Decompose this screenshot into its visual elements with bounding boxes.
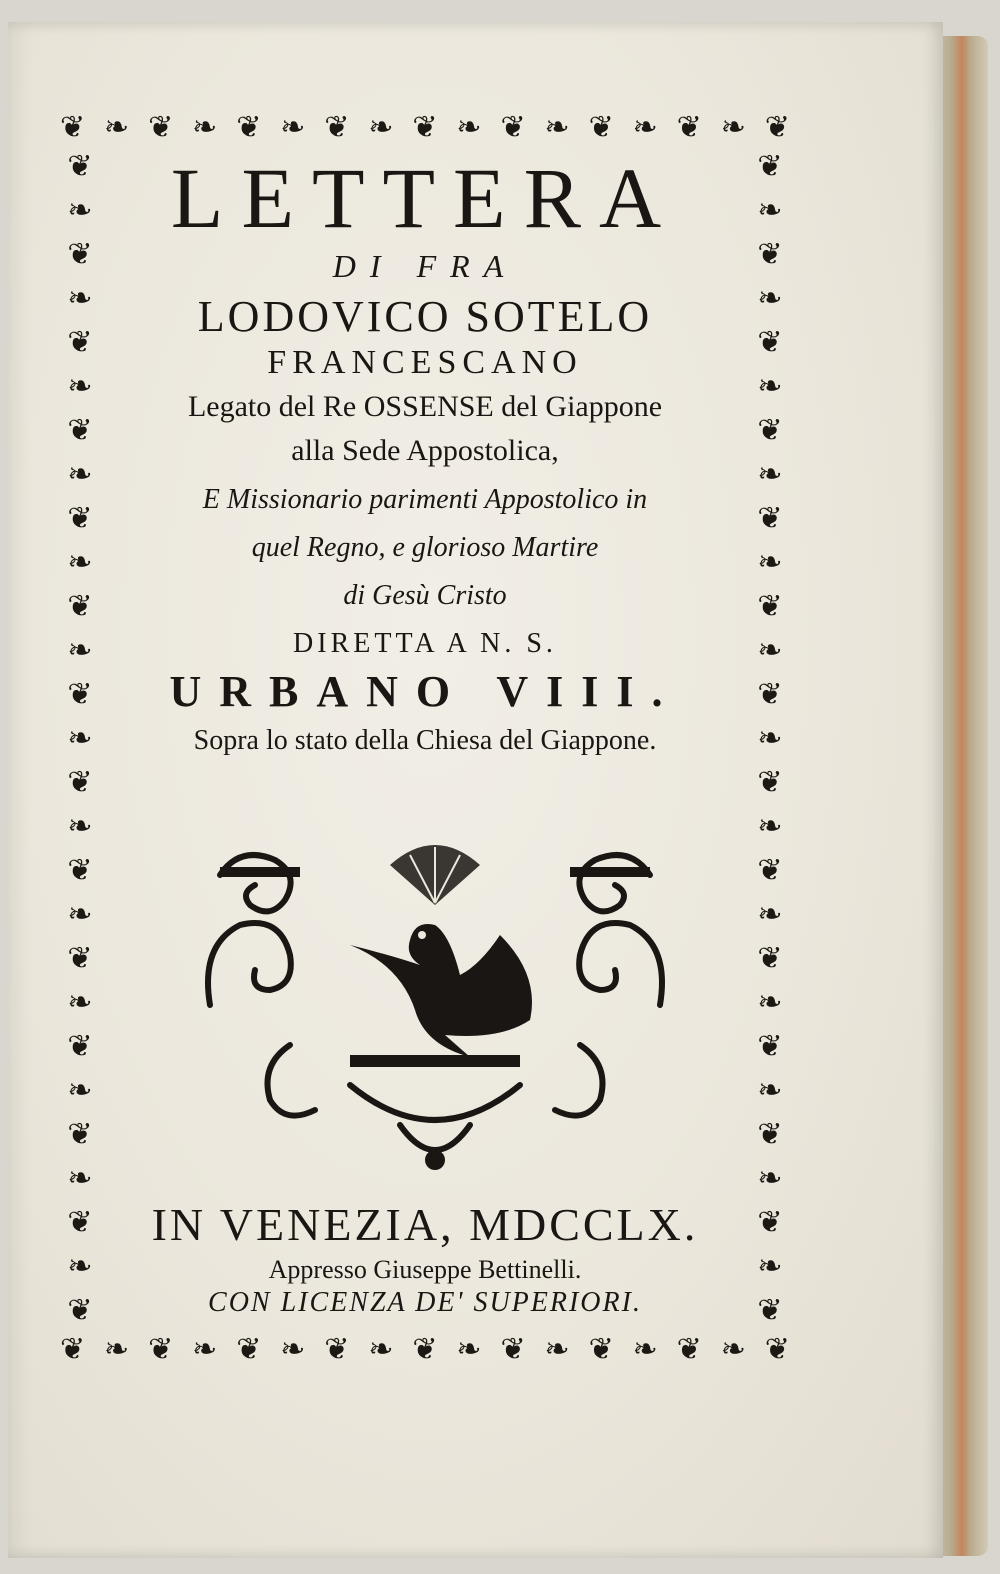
title-block <box>100 150 750 757</box>
missionary-line-2: quel Regno, e glorioso Martire <box>251 532 599 563</box>
addressed-to: DIRETTA A N. S. <box>293 628 557 659</box>
di-fra-line: DI FRA <box>332 248 518 284</box>
place-and-year: IN VENEZIA, MDCCLX. <box>151 1199 699 1250</box>
role-line-1: Legato del Re OSSENSE del Giappone <box>187 390 663 423</box>
license-line: CON LICENZA DE' SUPERIORI. <box>208 1287 642 1318</box>
imprint-block <box>100 1198 750 1319</box>
border-top: ❦ ❧ ❦ ❧ ❦ ❧ ❦ ❧ ❦ ❧ ❦ ❧ ❦ ❧ ❦ ❧ ❦ <box>60 110 790 145</box>
author-order: FRANCESCANO <box>267 344 583 381</box>
printer-line: Appresso Giuseppe Bettinelli. <box>268 1255 582 1284</box>
author-name: LODOVICO SOTELO <box>197 292 653 341</box>
missionary-line-1: E Missionario parimenti Appostolico in <box>202 484 648 515</box>
border-left: ❦ ❧ ❦ ❧ ❦ ❧ ❦ ❧ ❦ ❧ ❦ ❧ ❦ ❧ ❦ ❧ ❦ ❧ ❦ ❧ ❦ ❧ ❦ ❧ ❦ ❧ ❦ <box>67 149 93 1328</box>
border-bottom: ❦ ❧ ❦ ❧ ❦ ❧ ❦ ❧ ❦ ❧ ❦ ❧ ❦ ❧ ❦ ❧ ❦ <box>60 1332 790 1367</box>
eagle-cartouche-icon <box>200 825 670 1185</box>
role-line-2: alla Sede Appostolica, <box>291 434 559 467</box>
pope-name: URBANO VIII. <box>169 667 681 716</box>
border-right: ❦ ❧ ❦ ❧ ❦ ❧ ❦ ❧ ❦ ❧ ❦ ❧ ❦ ❧ ❦ ❧ ❦ ❧ ❦ ❧ ❦ ❧ ❦ ❧ ❦ ❧ ❦ <box>757 149 783 1328</box>
missionary-line-3: di Gesù Cristo <box>343 580 507 611</box>
subject-line: Sopra lo stato della Chiesa del Giappone. <box>193 725 657 756</box>
main-title: LETTERA <box>170 150 680 246</box>
